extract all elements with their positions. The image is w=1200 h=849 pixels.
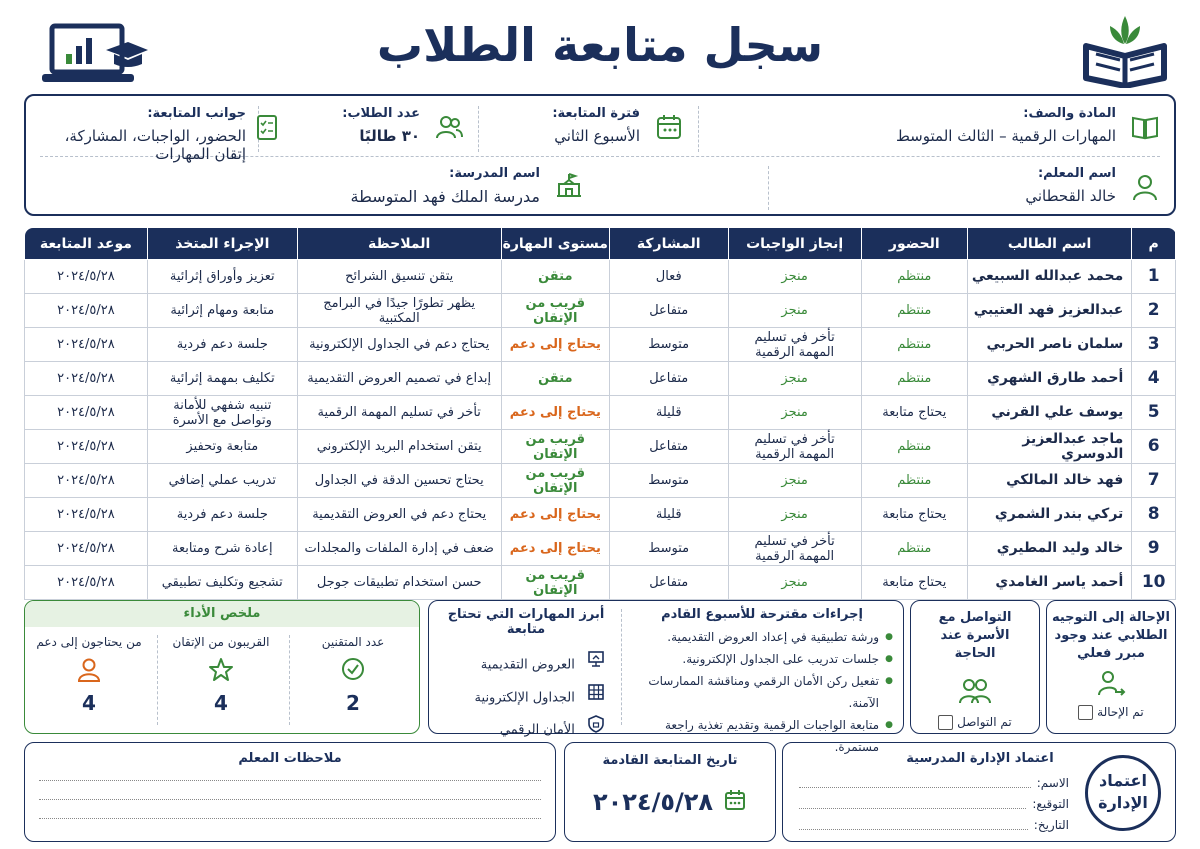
table-row <box>25 566 1176 600</box>
calendar-icon <box>723 788 747 816</box>
action-cell: تدريب عملي إضافي <box>147 464 297 498</box>
note-cell: يحتاج تحسين الدقة في الجداول <box>297 464 501 498</box>
family-title: التواصل مع الأسرة عند الحاجة <box>938 610 1012 661</box>
row-index: 1 <box>1132 260 1176 294</box>
note-cell: يحتاج دعم في الجداول الإلكترونية <box>297 328 501 362</box>
student-name: فهد خالد المالكي <box>967 464 1131 498</box>
school-label: اسم المدرسة: <box>449 166 540 181</box>
student-name: خالد وليد المطيري <box>967 532 1131 566</box>
student-name: ماجد عبدالعزيز الدوسري <box>967 430 1131 464</box>
action-cell: تنبيه شفهي للأمانة وتواصل مع الأسرة <box>147 396 297 430</box>
student-name: عبدالعزيز فهد العتيبي <box>967 294 1131 328</box>
header-note: الملاحظة <box>297 228 501 260</box>
participation-cell: متوسط <box>609 464 728 498</box>
header-skill: مستوى المهارة <box>501 228 609 260</box>
action-cell: متابعة ومهام إثرائية <box>147 294 297 328</box>
header-homework: إنجاز الواجبات <box>728 228 861 260</box>
homework-cell: منجز <box>728 260 861 294</box>
star-icon <box>155 657 287 687</box>
attendance-cell: يحتاج متابعة <box>861 498 967 532</box>
action-cell: تعزيز وأوراق إثرائية <box>147 260 297 294</box>
participation-cell: متفاعل <box>609 566 728 600</box>
referral-panel <box>1046 600 1176 734</box>
school-building-icon <box>554 170 584 200</box>
family-check-label: تم التواصل <box>957 715 1012 729</box>
summary-near: القريبون من الإتقان 4 <box>155 635 287 715</box>
note-cell: حسن استخدام تطبيقات جوجل <box>297 566 501 600</box>
table-row <box>25 260 1176 294</box>
followup-date-cell: ٢٠٢٤/٥/٢٨ <box>25 294 148 328</box>
skills-title: أبرز المهارات التي تحتاج متابعة <box>447 607 605 637</box>
laptop-graduation-icon <box>40 20 150 86</box>
student-name: سلمان ناصر الحربي <box>967 328 1131 362</box>
presentation-icon <box>587 649 605 681</box>
row-index: 3 <box>1132 328 1176 362</box>
family-checkbox[interactable] <box>938 715 953 730</box>
teacher-notes-panel <box>24 742 556 842</box>
approval-date-label: التاريخ: <box>1033 818 1069 832</box>
attendance-cell: منتظم <box>861 464 967 498</box>
row-index: 6 <box>1132 430 1176 464</box>
header-attendance: الحضور <box>861 228 967 260</box>
next-date-value: ٢٠٢٤/٥/٢٨ <box>592 788 714 816</box>
table-row <box>25 464 1176 498</box>
period-label: فترة المتابعة: <box>552 106 640 121</box>
homework-cell: تأخر في تسليم المهمة الرقمية <box>728 532 861 566</box>
table-row <box>25 328 1176 362</box>
count-value: ٣٠ طالبًا <box>359 127 420 145</box>
header-index: م <box>1132 228 1176 260</box>
user-icon <box>1130 172 1160 202</box>
student-name: أحمد طارق الشهري <box>967 362 1131 396</box>
aspects-label: جوانب المتابعة: <box>147 106 246 121</box>
notes-title: ملاحظات المعلم <box>238 751 342 766</box>
teacher-cell <box>860 166 1160 205</box>
teacher-value: خالد القحطاني <box>1025 187 1116 205</box>
header-action: الإجراء المتخذ <box>147 228 297 260</box>
aspects-cell <box>36 106 246 163</box>
followup-date-cell: ٢٠٢٤/٥/٢٨ <box>25 430 148 464</box>
attendance-cell: منتظم <box>861 328 967 362</box>
approval-date-field[interactable] <box>799 815 1028 830</box>
table-row <box>25 362 1176 396</box>
homework-cell: منجز <box>728 498 861 532</box>
skill-level-cell: قريب من الإتقان <box>501 430 609 464</box>
summary-proficient: عدد المتقنين 2 <box>287 635 419 715</box>
participation-cell: متفاعل <box>609 294 728 328</box>
family-panel <box>910 600 1040 734</box>
next-date-label: تاريخ المتابعة القادمة <box>602 753 738 768</box>
header-name: اسم الطالب <box>967 228 1131 260</box>
table-row <box>25 430 1176 464</box>
referral-check-label: تم الإحالة <box>1097 705 1144 719</box>
aspects-value: الحضور، الواجبات، المشاركة، إتقان المهارات <box>64 127 246 163</box>
skill-item-spreadsheets: الجداول الإلكترونية <box>439 682 605 715</box>
actions-title: إجراءات مقترحة للأسبوع القادم <box>661 607 863 622</box>
approval-sign-field[interactable] <box>799 794 1026 809</box>
checklist-icon <box>252 112 282 142</box>
note-cell: إبداع في تصميم العروض التقديمية <box>297 362 501 396</box>
skill-level-cell: يحتاج إلى دعم <box>501 396 609 430</box>
note-cell: تأخر في تسليم المهمة الرقمية <box>297 396 501 430</box>
skill-item-presentations: العروض التقديمية <box>439 649 605 682</box>
attendance-cell: منتظم <box>861 294 967 328</box>
summary-support: من يحتاجون إلى دعم 4 <box>24 635 155 715</box>
notes-line[interactable] <box>39 799 541 800</box>
list-item: ● ورشة تطبيقية في إعداد العروض التقديمية. <box>631 626 893 648</box>
approval-name-field[interactable] <box>799 773 1031 788</box>
table-row <box>25 294 1176 328</box>
skill-level-cell: يحتاج إلى دعم <box>501 498 609 532</box>
table-row <box>25 396 1176 430</box>
referral-checkbox[interactable] <box>1078 705 1093 720</box>
row-index: 9 <box>1132 532 1176 566</box>
skill-level-cell: قريب من الإتقان <box>501 566 609 600</box>
student-name: محمد عبدالله السبيعي <box>967 260 1131 294</box>
homework-cell: منجز <box>728 294 861 328</box>
summary-panel <box>24 600 420 734</box>
family-icon <box>911 677 1039 709</box>
subject-cell <box>850 106 1160 145</box>
actions-skills-panel <box>428 600 904 754</box>
skills-section <box>439 607 613 747</box>
users-icon <box>434 112 464 142</box>
note-cell: يحتاج دعم في العروض التقديمية <box>297 498 501 532</box>
school-cell <box>324 166 584 206</box>
followup-date-cell: ٢٠٢٤/٥/٢٨ <box>25 260 148 294</box>
approval-title: اعتماد الإدارة المدرسية <box>906 751 1054 766</box>
participation-cell: متفاعل <box>609 430 728 464</box>
skill-level-cell: قريب من الإتقان <box>501 294 609 328</box>
row-index: 5 <box>1132 396 1176 430</box>
info-box <box>24 94 1176 216</box>
followup-date-cell: ٢٠٢٤/٥/٢٨ <box>25 396 148 430</box>
notes-line[interactable] <box>39 818 541 819</box>
period-cell <box>504 106 684 145</box>
approval-name-label: الاسم: <box>1036 776 1069 790</box>
students-table <box>24 227 1176 600</box>
table-row <box>25 498 1176 532</box>
summary-title: ملخص الأداء <box>25 601 419 627</box>
participation-cell: فعال <box>609 260 728 294</box>
attendance-cell: منتظم <box>861 532 967 566</box>
subject-value: المهارات الرقمية – الثالث المتوسط <box>895 127 1116 145</box>
action-cell: جلسة دعم فردية <box>147 328 297 362</box>
homework-cell: تأخر في تسليم المهمة الرقمية <box>728 328 861 362</box>
teacher-label: اسم المعلم: <box>1037 166 1116 181</box>
action-cell: جلسة دعم فردية <box>147 498 297 532</box>
followup-date-cell: ٢٠٢٤/٥/٢٨ <box>25 362 148 396</box>
table-header-row <box>25 228 1176 260</box>
row-index: 2 <box>1132 294 1176 328</box>
list-item: ● متابعة الواجبات الرقمية وتقديم تغذية راجعة مستمرة. <box>631 714 893 758</box>
header-date: موعد المتابعة <box>25 228 148 260</box>
note-cell: يتقن تنسيق الشرائح <box>297 260 501 294</box>
followup-date-cell: ٢٠٢٤/٥/٢٨ <box>25 532 148 566</box>
participation-cell: متوسط <box>609 532 728 566</box>
actions-section <box>631 607 893 758</box>
action-cell: تشجيع وتكليف تطبيقي <box>147 566 297 600</box>
note-cell: ضعف في إدارة الملفات والمجلدات <box>297 532 501 566</box>
list-item: ● تفعيل ركن الأمان الرقمي ومناقشة الممارسات الآمنة. <box>631 670 893 714</box>
homework-cell: منجز <box>728 362 861 396</box>
referral-title: الإحالة إلى التوجيه الطلابي عند وجود مبرر فعلي <box>1051 610 1171 661</box>
homework-cell: تأخر في تسليم المهمة الرقمية <box>728 430 861 464</box>
attendance-cell: يحتاج متابعة <box>861 566 967 600</box>
count-cell <box>284 106 464 145</box>
skill-level-cell: يحتاج إلى دعم <box>501 328 609 362</box>
note-cell: يظهر تطورًا جيدًا في البرامج المكتبية <box>297 294 501 328</box>
row-index: 8 <box>1132 498 1176 532</box>
student-name: تركي بندر الشمري <box>967 498 1131 532</box>
next-date-panel <box>564 742 776 842</box>
list-item: ● جلسات تدريب على الجداول الإلكترونية. <box>631 648 893 670</box>
followup-date-cell: ٢٠٢٤/٥/٢٨ <box>25 328 148 362</box>
skill-level-cell: قريب من الإتقان <box>501 464 609 498</box>
check-circle-icon <box>287 657 419 685</box>
row-index: 7 <box>1132 464 1176 498</box>
notes-line[interactable] <box>39 780 541 781</box>
skill-level-cell: متقن <box>501 260 609 294</box>
approval-sign-label: التوقيع: <box>1032 797 1069 811</box>
student-name: يوسف علي القرني <box>967 396 1131 430</box>
participation-cell: متفاعل <box>609 362 728 396</box>
attendance-cell: منتظم <box>861 430 967 464</box>
approval-panel <box>782 742 1176 842</box>
period-value: الأسبوع الثاني <box>554 127 640 145</box>
action-cell: تكليف بمهمة إثرائية <box>147 362 297 396</box>
followup-date-cell: ٢٠٢٤/٥/٢٨ <box>25 566 148 600</box>
actions-list <box>631 626 893 758</box>
subject-label: المادة والصف: <box>1023 106 1116 121</box>
count-label: عدد الطلاب: <box>342 106 420 121</box>
homework-cell: منجز <box>728 464 861 498</box>
note-cell: يتقن استخدام البريد الإلكتروني <box>297 430 501 464</box>
skill-level-cell: يحتاج إلى دعم <box>501 532 609 566</box>
participation-cell: متوسط <box>609 328 728 362</box>
homework-cell: منجز <box>728 566 861 600</box>
attendance-cell: يحتاج متابعة <box>861 396 967 430</box>
calendar-icon <box>654 112 684 142</box>
user-outline-icon <box>24 657 155 687</box>
attendance-cell: منتظم <box>861 260 967 294</box>
row-index: 4 <box>1132 362 1176 396</box>
book-icon <box>1130 112 1160 142</box>
header-participation: المشاركة <box>609 228 728 260</box>
skill-item-security: الأمان الرقمي <box>439 714 605 747</box>
action-cell: متابعة وتحفيز <box>147 430 297 464</box>
referral-user-icon <box>1047 669 1175 701</box>
participation-cell: قليلة <box>609 396 728 430</box>
row-index: 10 <box>1132 566 1176 600</box>
action-cell: إعادة شرح ومتابعة <box>147 532 297 566</box>
participation-cell: قليلة <box>609 498 728 532</box>
homework-cell: منجز <box>728 396 861 430</box>
page-title: سجل متابعة الطلاب <box>376 18 824 72</box>
spreadsheet-icon <box>587 682 605 714</box>
table-row <box>25 532 1176 566</box>
approval-stamp: اعتماد الإدارة <box>1085 755 1161 831</box>
attendance-cell: منتظم <box>861 362 967 396</box>
school-value: مدرسة الملك فهد المتوسطة <box>350 187 540 206</box>
followup-date-cell: ٢٠٢٤/٥/٢٨ <box>25 498 148 532</box>
followup-date-cell: ٢٠٢٤/٥/٢٨ <box>25 464 148 498</box>
skill-level-cell: متقن <box>501 362 609 396</box>
student-name: أحمد ياسر الغامدي <box>967 566 1131 600</box>
